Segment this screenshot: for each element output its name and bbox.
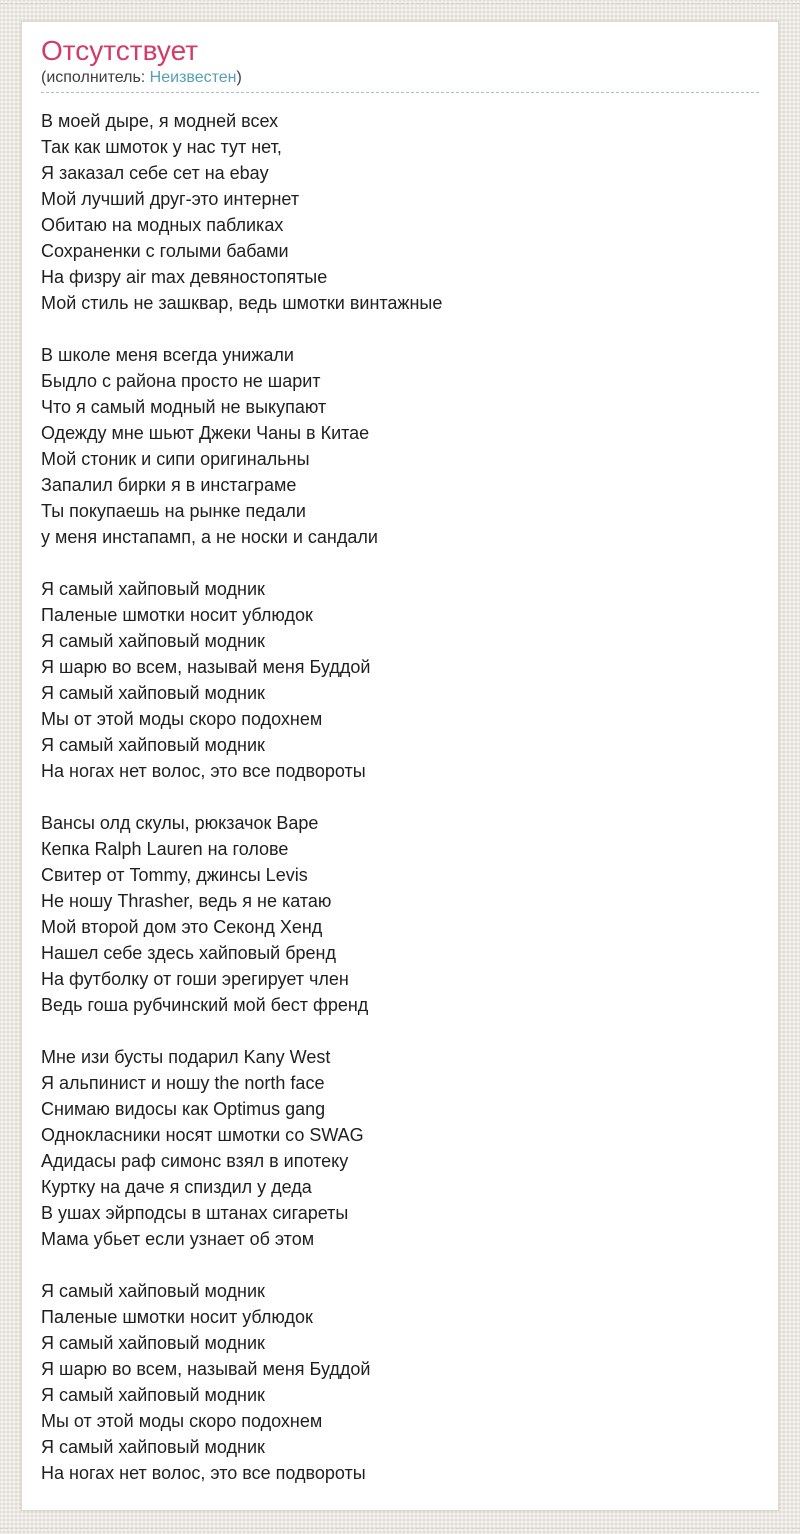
page-title: Отсутствует xyxy=(41,35,199,66)
lyrics-stanza: Я самый хайповый модник Паленые шмотки носит ублюдок Я самый хайповый модник Я шарю во всем, называй меня Буддой Я самый хайповый модник Мы от этой моды скоро подохнем Я самый хайповый модник На ногах нет волос, это все подвороты xyxy=(41,579,371,781)
lyrics-stanza: Мне изи бусты подарил Kany West Я альпинист и ношу the north face Снимаю видосы как Optimus gang Однокласники носят шмотки со SWAG Адидасы раф симонс взял в ипотеку Куртку на даче я спиздил у деда В ушах эйрподсы в штанах сигареты Мама убьет если узнает об этом xyxy=(41,1047,364,1249)
lyrics-text xyxy=(22,93,778,1486)
background-texture-row-bottom xyxy=(0,1528,800,1529)
artist-link[interactable]: Неизвестен xyxy=(149,69,237,86)
lyrics-stanza: Вансы олд скулы, рюкзачок Bape Кепка Ralph Lauren на голове Свитер от Tommy, джинсы Levis Не ношу Thrasher, ведь я не катаю Мой второй дом это Секонд Хенд Нашел себе здесь хайповый бренд На футболку от гоши эрегирует член Ведь гоша рубчинский мой бест френд xyxy=(41,813,369,1015)
lyrics-card xyxy=(21,21,779,1511)
lyrics-stanza: В моей дыре, я модней всех Так как шмоток у нас тут нет, Я заказал себе сет на ebay Мой лучший друг-это интернет Обитаю на модных пабликах Сохраненки с голыми бабами На физру air max девяностопятые Мой стиль не зашквар, ведь шмотки винтажные xyxy=(41,111,443,313)
lyrics-stanza: В школе меня всегда унижали Быдло с района просто не шарит Что я самый модный не выкупают Одежду мне шьют Джеки Чаны в Китае Мой стоник и сипи оригинальны Запалил бирки я в инстаграме Ты покупаешь на рынке педали у меня инстапамп, а не носки и сандали xyxy=(41,345,378,547)
lyrics-stanza: Я самый хайповый модник Паленые шмотки носит ублюдок Я самый хайповый модник Я шарю во всем, называй меня Буддой Я самый хайповый модник Мы от этой моды скоро подохнем Я самый хайповый модник На ногах нет волос, это все подвороты xyxy=(41,1281,371,1483)
song-header xyxy=(41,22,759,93)
artist-line xyxy=(41,68,759,88)
artist-label-suffix: ) xyxy=(236,69,242,86)
artist-label: (исполнитель: xyxy=(41,69,146,86)
background-texture-row-top xyxy=(0,3,800,4)
